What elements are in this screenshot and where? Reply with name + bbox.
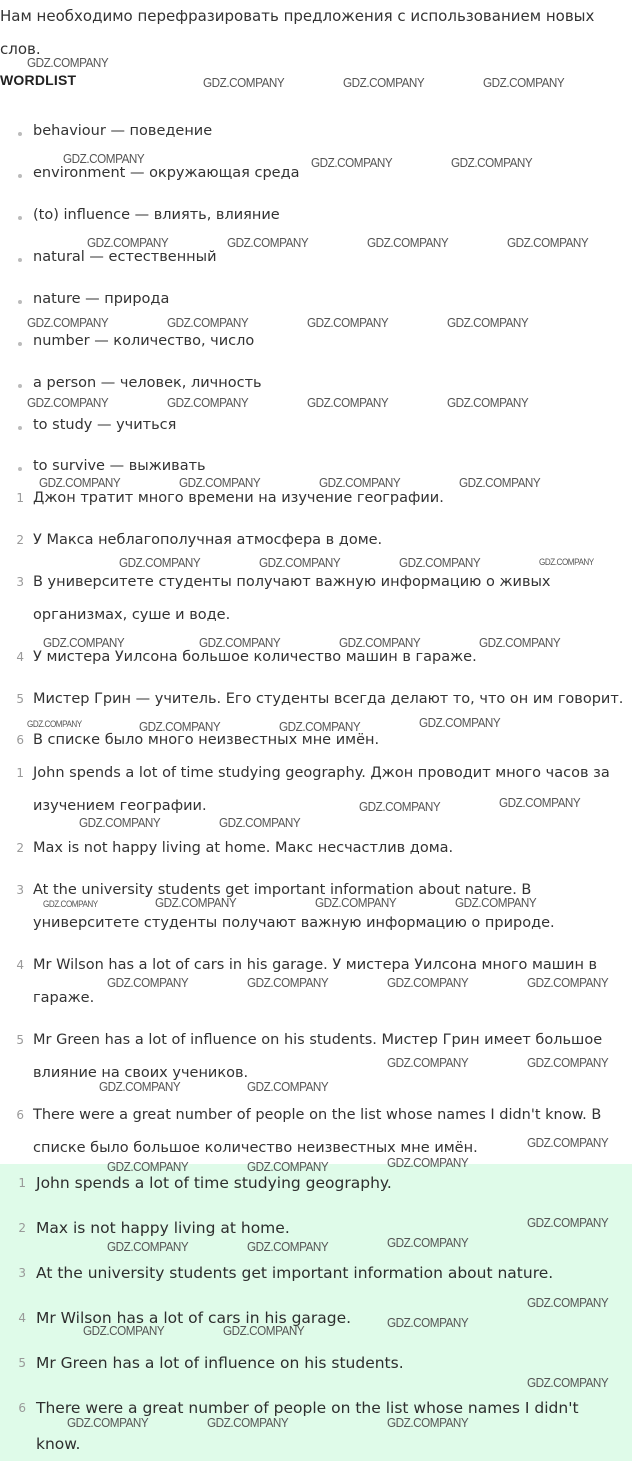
watermark: GDZ.COMPANY (387, 1055, 469, 1070)
watermark: GDZ.COMPANY (247, 975, 329, 990)
watermark: GDZ.COMPANY (447, 395, 529, 410)
watermark: GDZ.COMPANY (247, 1079, 329, 1094)
item-number: 3 (16, 883, 24, 897)
watermark: GDZ.COMPANY (451, 155, 533, 170)
item-number: 1 (16, 491, 24, 505)
watermark: GDZ.COMPANY (311, 155, 393, 170)
item-text: У мистера Уилсона большое количество машин в гараже. (33, 649, 477, 665)
watermark: GDZ.COMPANY (43, 899, 98, 909)
watermark: GDZ.COMPANY (483, 75, 565, 90)
watermark: GDZ.COMPANY (507, 235, 589, 250)
item-text: Mr Wilson has a lot of cars in his garage. У мистера Уилсона много машин в гараже. (33, 957, 598, 1006)
watermark: GDZ.COMPANY (527, 1135, 609, 1150)
item-text: У Макса неблагополучная атмосфера в доме. (33, 532, 383, 548)
list-item (16, 1099, 628, 1165)
item-number: 6 (18, 1401, 26, 1415)
watermark: GDZ.COMPANY (79, 815, 161, 830)
watermark: GDZ.COMPANY (207, 1415, 289, 1430)
watermark: GDZ.COMPANY (447, 315, 529, 330)
watermark: GDZ.COMPANY (99, 1079, 181, 1094)
watermark: GDZ.COMPANY (527, 1215, 609, 1230)
item-text: Mr Green has a lot of influence on his students. Мистер Грин имеет большое влияние на своих учеников. (33, 1032, 603, 1081)
item-number: 5 (16, 692, 24, 706)
watermark: GDZ.COMPANY (219, 815, 301, 830)
wordlist-item: natural — естественный (33, 249, 217, 265)
watermark: GDZ.COMPANY (223, 1323, 305, 1338)
watermark: GDZ.COMPANY (247, 1159, 329, 1174)
watermark: GDZ.COMPANY (107, 1159, 189, 1174)
wordlist-heading: WORDLIST (0, 72, 77, 88)
watermark: GDZ.COMPANY (387, 975, 469, 990)
list-item (16, 683, 628, 716)
item-number: 6 (16, 733, 24, 747)
wordlist-item: to study — учиться (33, 417, 177, 433)
watermark: GDZ.COMPANY (27, 719, 82, 729)
item-number: 1 (16, 766, 24, 780)
answer-item (18, 1255, 621, 1291)
item-text: Джон тратит много времени на изучение географии. (33, 490, 444, 506)
item-number: 6 (16, 1108, 24, 1122)
list-item (16, 566, 628, 632)
watermark: GDZ.COMPANY (499, 795, 581, 810)
watermark: GDZ.COMPANY (27, 315, 109, 330)
watermark: GDZ.COMPANY (527, 975, 609, 990)
item-text: В университете студенты получают важную информацию о живых организмах, суше и воде. (33, 574, 551, 623)
wordlist-item: a person — человек, личность (33, 375, 262, 391)
watermark: GDZ.COMPANY (227, 235, 309, 250)
watermark: GDZ.COMPANY (527, 1375, 609, 1390)
item-number: 2 (18, 1221, 26, 1235)
watermark: GDZ.COMPANY (359, 799, 441, 814)
item-text: Max is not happy living at home. Макс несчастлив дома. (33, 840, 454, 856)
item-text: Max is not happy living at home. (36, 1219, 290, 1237)
wordlist-item: (to) influence — влиять, влияние (33, 207, 280, 223)
watermark: GDZ.COMPANY (167, 395, 249, 410)
item-text: John spends a lot of time studying geography. (36, 1174, 392, 1192)
watermark: GDZ.COMPANY (479, 635, 561, 650)
watermark: GDZ.COMPANY (203, 75, 285, 90)
watermark: GDZ.COMPANY (367, 235, 449, 250)
watermark: GDZ.COMPANY (307, 395, 389, 410)
watermark: GDZ.COMPANY (83, 1323, 165, 1338)
watermark: GDZ.COMPANY (259, 555, 341, 570)
item-number: 2 (16, 533, 24, 547)
watermark: GDZ.COMPANY (63, 151, 145, 166)
watermark: GDZ.COMPANY (527, 1055, 609, 1070)
item-text: John spends a lot of time studying geography. Джон проводит много часов за изучением географии. (33, 765, 610, 814)
list-item (16, 832, 628, 865)
wordlist-item: behaviour — поведение (33, 123, 213, 139)
wordlist-item: to survive — выживать (33, 458, 206, 474)
item-text: Mr Green has a lot of influence on his students. (36, 1354, 404, 1372)
item-text: At the university students get important information about nature. (36, 1264, 554, 1282)
watermark: GDZ.COMPANY (455, 895, 537, 910)
list-item (16, 757, 628, 823)
watermark: GDZ.COMPANY (119, 555, 201, 570)
watermark: GDZ.COMPANY (139, 719, 221, 734)
watermark: GDZ.COMPANY (399, 555, 481, 570)
watermark: GDZ.COMPANY (27, 55, 109, 70)
item-number: 4 (16, 958, 24, 972)
item-text: There were a great number of people on the list whose names I didn't know. В списке было большое количество неизвестных мне имён. (33, 1107, 602, 1156)
item-number: 4 (16, 650, 24, 664)
item-text: There were a great number of people on the list whose names I didn't know. (36, 1399, 579, 1453)
item-number: 1 (18, 1176, 26, 1190)
watermark: GDZ.COMPANY (315, 895, 397, 910)
watermark: GDZ.COMPANY (107, 1239, 189, 1254)
list-item (16, 524, 628, 557)
intro-text: Нам необходимо перефразировать предложения с использованием новых слов. (0, 7, 595, 58)
watermark: GDZ.COMPANY (387, 1415, 469, 1430)
watermark: GDZ.COMPANY (343, 75, 425, 90)
watermark: GDZ.COMPANY (539, 557, 594, 567)
watermark: GDZ.COMPANY (527, 1295, 609, 1310)
watermark: GDZ.COMPANY (319, 475, 401, 490)
watermark: GDZ.COMPANY (27, 395, 109, 410)
item-number: 2 (16, 841, 24, 855)
item-number: 5 (18, 1356, 26, 1370)
watermark: GDZ.COMPANY (387, 1235, 469, 1250)
item-text: Мистер Грин — учитель. Его студенты всегда делают то, что он им говорит. (33, 691, 624, 707)
item-number: 3 (16, 575, 24, 589)
watermark: GDZ.COMPANY (387, 1155, 469, 1170)
watermark: GDZ.COMPANY (419, 715, 501, 730)
watermark: GDZ.COMPANY (387, 1315, 469, 1330)
watermark: GDZ.COMPANY (199, 635, 281, 650)
watermark: GDZ.COMPANY (167, 315, 249, 330)
watermark: GDZ.COMPANY (39, 475, 121, 490)
item-number: 5 (16, 1033, 24, 1047)
watermark: GDZ.COMPANY (43, 635, 125, 650)
item-number: 4 (18, 1311, 26, 1325)
watermark: GDZ.COMPANY (87, 235, 169, 250)
watermark: GDZ.COMPANY (107, 975, 189, 990)
watermark: GDZ.COMPANY (459, 475, 541, 490)
watermark: GDZ.COMPANY (339, 635, 421, 650)
item-number: 3 (18, 1266, 26, 1280)
watermark: GDZ.COMPANY (279, 719, 361, 734)
item-text: В списке было много неизвестных мне имён. (33, 732, 380, 748)
watermark: GDZ.COMPANY (307, 315, 389, 330)
item-text: Mr Wilson has a lot of cars in his garage. (36, 1309, 352, 1327)
watermark: GDZ.COMPANY (155, 895, 237, 910)
watermark: GDZ.COMPANY (247, 1239, 329, 1254)
item-text: At the university students get important information about nature. В университете студенты получают важную информацию о природе. (33, 882, 555, 931)
wordlist-item: number — количество, число (33, 333, 255, 349)
watermark: GDZ.COMPANY (179, 475, 261, 490)
wordlist-item: environment — окружающая среда (33, 165, 300, 181)
watermark: GDZ.COMPANY (67, 1415, 149, 1430)
wordlist-item: nature — природа (33, 291, 170, 307)
